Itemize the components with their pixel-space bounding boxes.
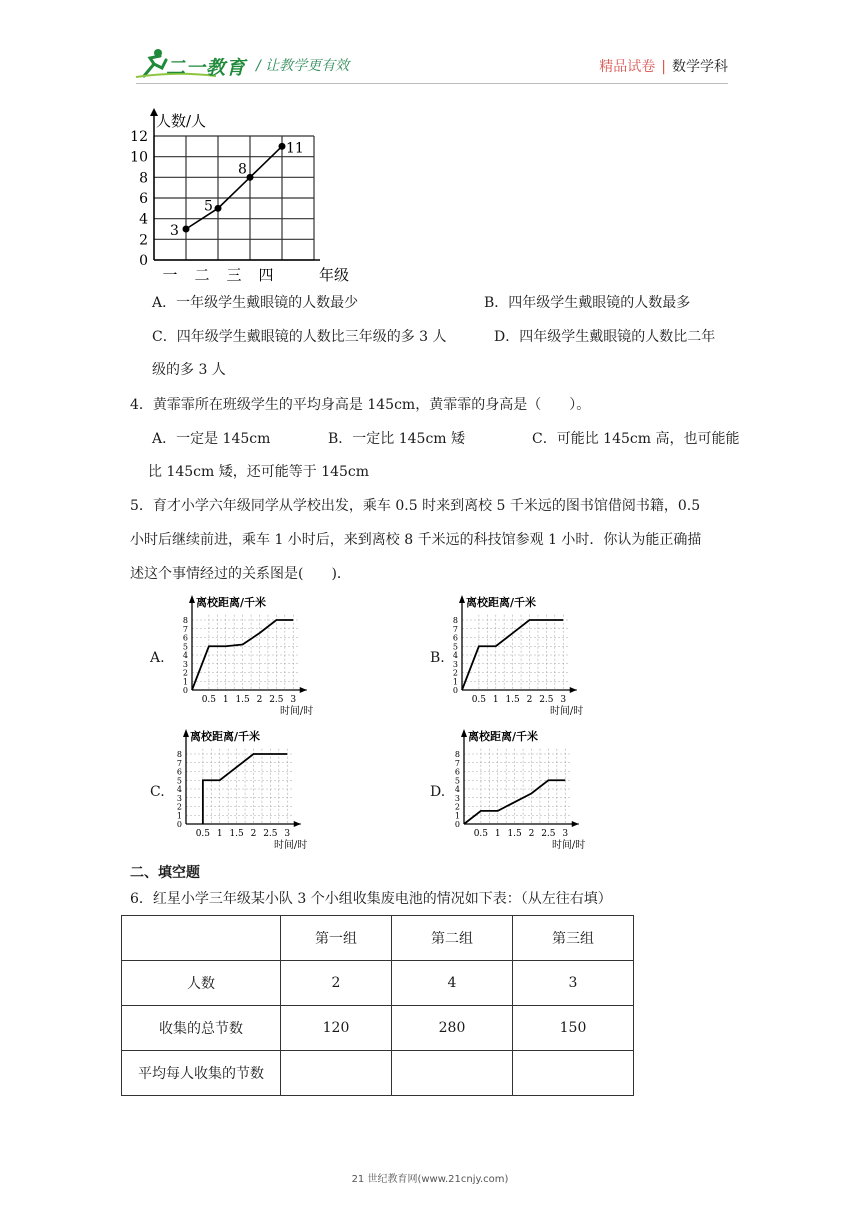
header-tag: 精品试卷 bbox=[599, 59, 656, 75]
x-tick-label: 3 bbox=[290, 695, 297, 705]
y-axis-label: 离校距离/千米 bbox=[196, 596, 267, 609]
x-tick-label: 1.5 bbox=[235, 695, 250, 705]
y-tick-label: 7 bbox=[176, 758, 182, 768]
q5-graph-d[interactable] bbox=[448, 724, 598, 856]
header-subject: 数学学科 bbox=[672, 59, 728, 75]
y-tick-label: 2 bbox=[182, 668, 188, 678]
x-axis-label: 时间/时 bbox=[549, 706, 584, 717]
section-fill-in: 二、填空题 bbox=[130, 865, 200, 881]
x-tick-label: 2.5 bbox=[539, 695, 554, 705]
y-tick-label: 2 bbox=[139, 232, 148, 249]
answer-cell[interactable] bbox=[513, 1051, 634, 1096]
q3-option-b[interactable]: B．四年级学生戴眼镜的人数最多 bbox=[484, 295, 691, 311]
x-tick-label: 2 bbox=[256, 695, 263, 705]
table-corner-cell bbox=[122, 916, 281, 961]
q6-stem: 6．红星小学三年级某小队 3 个小组收集废电池的情况如下表：（从左往右填） bbox=[130, 891, 612, 907]
x-tick-label: 一 bbox=[162, 266, 178, 284]
x-tick-label: 1 bbox=[492, 695, 499, 705]
y-tick-label: 4 bbox=[176, 785, 182, 794]
data-label: 8 bbox=[238, 161, 247, 178]
y-tick-label: 0 bbox=[182, 686, 188, 695]
table-cell: 3 bbox=[513, 961, 634, 1006]
page-footer: 21 世纪教育网(www.21cnjy.com) bbox=[351, 1174, 509, 1185]
y-tick-label: 4 bbox=[452, 651, 458, 660]
table-row bbox=[122, 1006, 634, 1051]
y-tick-label: 3 bbox=[176, 793, 182, 803]
x-tick-label: 2 bbox=[526, 695, 533, 705]
q6-table bbox=[121, 915, 634, 1096]
q5-option-d-label[interactable]: D. bbox=[430, 784, 446, 800]
x-tick-label: 1 bbox=[222, 695, 229, 705]
q5-option-c-label[interactable]: C. bbox=[150, 784, 165, 800]
x-axis-label: 年级 bbox=[318, 266, 350, 284]
y-tick-label: 2 bbox=[454, 802, 460, 812]
table-cell: 2 bbox=[281, 961, 392, 1006]
q5-stem-line3: 述这个事情经过的关系图是( )． bbox=[130, 566, 351, 582]
table-row-label: 收集的总节数 bbox=[122, 1006, 281, 1051]
y-tick-label: 1 bbox=[176, 811, 182, 821]
x-tick-label: 二 bbox=[194, 266, 210, 284]
y-tick-label: 8 bbox=[452, 616, 458, 625]
y-tick-label: 4 bbox=[182, 651, 188, 660]
x-tick-label: 2 bbox=[250, 829, 257, 839]
y-tick-label: 8 bbox=[139, 170, 148, 187]
q3-option-c[interactable]: C．四年级学生戴眼镜的人数比三年级的多 3 人 bbox=[152, 329, 447, 345]
answer-cell[interactable] bbox=[392, 1051, 513, 1096]
table-row bbox=[122, 961, 634, 1006]
x-tick-label: 0.5 bbox=[473, 829, 489, 839]
x-tick-label: 1.5 bbox=[505, 695, 520, 705]
data-point bbox=[215, 205, 222, 212]
table-header-cell: 第二组 bbox=[392, 916, 513, 961]
y-tick-label: 0 bbox=[454, 820, 460, 829]
x-tick-label: 3 bbox=[284, 829, 291, 839]
y-tick-label: 10 bbox=[130, 149, 148, 166]
q5-option-b-label[interactable]: B. bbox=[430, 650, 445, 666]
y-axis-arrow-icon bbox=[189, 595, 195, 603]
header-divider: | bbox=[661, 59, 666, 75]
y-tick-label: 5 bbox=[454, 776, 460, 786]
header-divider-line bbox=[136, 83, 728, 84]
logo-text: 二一教育 bbox=[166, 57, 247, 79]
y-tick-label: 7 bbox=[452, 624, 458, 634]
y-tick-label: 8 bbox=[176, 750, 182, 759]
q5-graph-c[interactable] bbox=[170, 724, 320, 856]
q3-option-a[interactable]: A．一年级学生戴眼镜的人数最少 bbox=[152, 295, 359, 311]
q5-stem-line1: 5．育才小学六年级同学从学校出发，乘车 0.5 时来到离校 5 千米远的图书馆借阅书籍，0.5 bbox=[130, 498, 701, 514]
table-header-cell: 第三组 bbox=[513, 916, 634, 961]
x-tick-label: 三 bbox=[226, 266, 242, 284]
header-right bbox=[599, 56, 728, 76]
series-line bbox=[186, 146, 282, 229]
y-tick-label: 2 bbox=[452, 668, 458, 678]
x-axis-label: 时间/时 bbox=[551, 840, 586, 851]
x-axis-arrow-icon bbox=[300, 687, 307, 693]
y-tick-label: 6 bbox=[452, 633, 458, 643]
q5-option-a-label[interactable]: A. bbox=[150, 650, 165, 666]
x-tick-label: 1.5 bbox=[229, 829, 244, 839]
y-axis-arrow-icon bbox=[459, 595, 465, 603]
x-tick-label: 1 bbox=[494, 829, 501, 839]
y-tick-label: 4 bbox=[139, 211, 148, 228]
x-tick-label: 2.5 bbox=[541, 829, 556, 839]
x-tick-label: 3 bbox=[562, 829, 569, 839]
y-tick-label: 0 bbox=[139, 253, 148, 269]
y-tick-label: 0 bbox=[452, 686, 458, 695]
table-cell: 150 bbox=[513, 1006, 634, 1051]
y-axis-arrow-icon bbox=[183, 729, 189, 737]
y-tick-label: 7 bbox=[182, 624, 188, 634]
x-tick-label: 2.5 bbox=[263, 829, 278, 839]
header-slogan: / 让教学更有效 bbox=[256, 58, 350, 74]
x-axis-arrow-icon bbox=[294, 821, 301, 827]
y-tick-label: 3 bbox=[182, 659, 188, 669]
x-tick-label: 0.5 bbox=[201, 695, 217, 705]
table-cell: 280 bbox=[392, 1006, 513, 1051]
y-tick-label: 0 bbox=[176, 820, 182, 829]
q5-graph-b[interactable] bbox=[446, 590, 596, 722]
y-tick-label: 6 bbox=[454, 767, 460, 777]
x-tick-label: 2 bbox=[528, 829, 535, 839]
y-tick-label: 3 bbox=[454, 793, 460, 803]
data-label: 5 bbox=[204, 198, 213, 215]
y-tick-label: 3 bbox=[452, 659, 458, 669]
y-tick-label: 2 bbox=[176, 802, 182, 812]
q4-option-b[interactable]: B．一定比 145cm 矮 bbox=[328, 431, 466, 447]
y-tick-label: 1 bbox=[452, 677, 458, 687]
x-tick-label: 1.5 bbox=[507, 829, 522, 839]
y-tick-label: 5 bbox=[452, 642, 458, 652]
data-point bbox=[279, 143, 286, 150]
table-row-label: 人数 bbox=[122, 961, 281, 1006]
x-tick-label: 1 bbox=[216, 829, 223, 839]
q4-stem: 4．黄霏霏所在班级学生的平均身高是 145cm，黄霏霏的身高是（ ）。 bbox=[130, 397, 591, 413]
y-tick-label: 5 bbox=[176, 776, 182, 786]
y-tick-label: 8 bbox=[182, 616, 188, 625]
y-tick-label: 1 bbox=[182, 677, 188, 687]
y-tick-label: 7 bbox=[454, 758, 460, 768]
x-axis-label: 时间/时 bbox=[279, 706, 314, 717]
q5-graph-a[interactable] bbox=[176, 590, 326, 722]
y-tick-label: 1 bbox=[454, 811, 460, 821]
y-axis-label: 离校距离/千米 bbox=[466, 596, 537, 609]
answer-cell[interactable] bbox=[281, 1051, 392, 1096]
table-cell: 120 bbox=[281, 1006, 392, 1051]
y-tick-label: 6 bbox=[139, 191, 148, 207]
data-point bbox=[247, 174, 254, 181]
q4-option-c-cont: 比 145cm 矮，还可能等于 145cm bbox=[148, 464, 370, 480]
y-tick-label: 12 bbox=[130, 129, 148, 145]
y-tick-label: 5 bbox=[182, 642, 188, 652]
q3-option-d[interactable]: D．四年级学生戴眼镜的人数比二年 bbox=[494, 329, 716, 345]
y-axis-label: 人数/人 bbox=[156, 112, 207, 130]
y-tick-label: 4 bbox=[454, 785, 460, 794]
data-label: 3 bbox=[170, 223, 179, 239]
q4-option-a[interactable]: A．一定是 145cm bbox=[152, 431, 271, 447]
data-label: 11 bbox=[286, 140, 304, 157]
y-tick-label: 6 bbox=[176, 767, 182, 777]
y-axis-label: 离校距离/千米 bbox=[468, 730, 539, 743]
y-tick-label: 6 bbox=[182, 633, 188, 643]
y-tick-label: 8 bbox=[454, 750, 460, 759]
data-point bbox=[183, 226, 190, 233]
table-cell: 4 bbox=[392, 961, 513, 1006]
q3-option-d-cont: 级的多 3 人 bbox=[152, 362, 226, 378]
y-axis-arrow-icon bbox=[461, 729, 467, 737]
q4-option-c[interactable]: C．可能比 145cm 高，也可能能 bbox=[532, 431, 740, 447]
x-axis-arrow-icon bbox=[570, 687, 577, 693]
table-header-row bbox=[122, 916, 634, 961]
x-tick-label: 0.5 bbox=[195, 829, 211, 839]
table-row bbox=[122, 1051, 634, 1096]
x-axis-arrow-icon bbox=[572, 821, 579, 827]
q3-line-chart bbox=[128, 104, 368, 286]
y-axis-label: 离校距离/千米 bbox=[190, 730, 261, 743]
x-tick-label: 3 bbox=[560, 695, 567, 705]
q5-stem-line2: 小时后继续前进，乘车 1 小时后，来到离校 8 千米远的科技馆参观 1 小时．你认为能正确描 bbox=[130, 532, 702, 548]
x-tick-label: 2.5 bbox=[269, 695, 284, 705]
x-axis-label: 时间/时 bbox=[273, 840, 308, 851]
table-header-cell: 第一组 bbox=[281, 916, 392, 961]
x-tick-label: 四 bbox=[258, 266, 274, 284]
x-tick-label: 0.5 bbox=[471, 695, 487, 705]
table-row-label: 平均每人收集的节数 bbox=[122, 1051, 281, 1096]
